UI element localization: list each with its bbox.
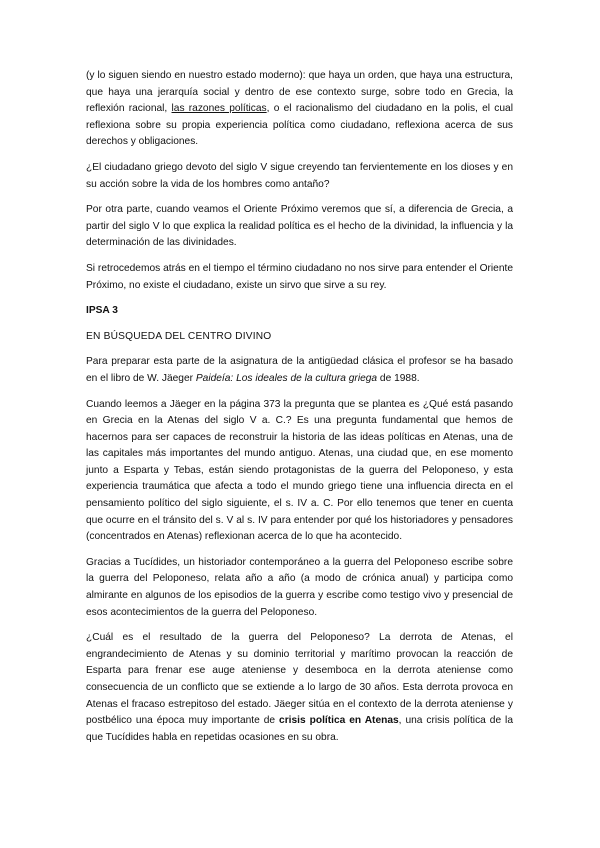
paragraph-8 xyxy=(86,630,513,746)
paragraph-5-text-b: de 1988. xyxy=(377,372,420,384)
paragraph-7: Gracias a Tucídides, un historiador contemporáneo a la guerra del Peloponeso escribe sobre la guerra del Peloponeso, relata año a año (a modo de crónica anual) y participa como almirante en algunos de los episodios de la guerra y escribe como testigo vivo y presencial de esos acontecimientos de la guerra del Peloponeso. xyxy=(86,556,513,618)
paragraph-3: Por otra parte, cuando veamos el Oriente Próximo veremos que sí, a diferencia de Grecia, a partir del siglo V lo que explica la realidad política es el hecho de la divinidad, la influencia y la determinación de las divinidades. xyxy=(86,204,513,249)
underlined-phrase: las razones políticas xyxy=(171,103,267,115)
paragraph-4: Si retrocedemos atrás en el tiempo el término ciudadano no nos sirve para entender el Oriente Próximo, no existe el ciudadano, existe un sirvo que sirve a su rey. xyxy=(86,262,513,291)
paragraph-5-text-a: Para preparar esta parte de la asignatura de la antigüedad clásica el profesor se ha basado en el libro de W. Jäeger xyxy=(86,356,513,384)
paragraph-8-text-b: , una crisis política de la que Tucídides habla en repetidas ocasiones en su obra. xyxy=(86,715,513,743)
bold-phrase: crisis política en Atenas xyxy=(279,715,399,727)
paragraph-8-text-a: ¿Cuál es el resultado de la guerra del Peloponeso? La derrota de Atenas, el engrandecimiento de Atenas y su dominio territorial y marítimo provocan la reacción de Esparta para frenar ese auge ateniense y desemboca en la derrota ateniense como consecuencia de un conflicto que se extiende a lo largo de 30 años. Esta derrota provoca en Atenas el fracaso estrepitoso del estado. Jäeger sitúa en el contexto de la derrota ateniense y postbélico una época muy importante de xyxy=(86,632,513,727)
section-heading: IPSA 3 xyxy=(86,305,118,317)
paragraph-5 xyxy=(86,354,513,387)
document-page xyxy=(86,68,513,755)
paragraph-2: ¿El ciudadano griego devoto del siglo V sigue creyendo tan fervientemente en los dioses y en su acción sobre la vida de los hombres como antaño? xyxy=(86,161,513,190)
paragraph-1-text-a: (y lo siguen siendo en nuestro estado moderno): que haya un orden, que haya una estructura, que haya una jerarquía social y dentro de ese contexto surge, sobre todo en Grecia, la reflexión racional, xyxy=(86,70,513,115)
section-subheading: EN BÚSQUEDA DEL CENTRO DIVINO xyxy=(86,330,272,342)
book-title: Paideía: Los ideales de la cultura griega xyxy=(195,372,378,384)
paragraph-1 xyxy=(86,68,513,151)
paragraph-1-text-b: , o el racionalismo del ciudadano en la polis, el cual reflexiona sobre su propia experiencia política como ciudadano, reflexiona acerca de sus derechos y obligaciones. xyxy=(86,103,513,148)
paragraph-6: Cuando leemos a Jäeger en la página 373 la pregunta que se plantea es ¿Qué está pasando en Grecia en la Atenas del siglo V a. C.? Es una pregunta fundamental que hemos de hacernos para ser capaces de reconstruir la historia de las ideas políticas en Atenas, una de las capitales más importantes del mundo antiguo. Atenas, una ciudad que, en ese momento junto a Esparta y Tebas, están siendo protagonistas de la guerra del Peloponeso, y esta experiencia traumática que afecta a todo el mundo griego tiene una influencia directa en el pensamiento político del siglo siguiente, el s. IV a. C. Por ello tenemos que tener en cuenta que ocurre en el tránsito del s. V al s. IV para entender por qué los historiadores y pensadores (concentrados en Atenas) reflexionan acerca de lo que ha acontecido. xyxy=(86,398,513,543)
